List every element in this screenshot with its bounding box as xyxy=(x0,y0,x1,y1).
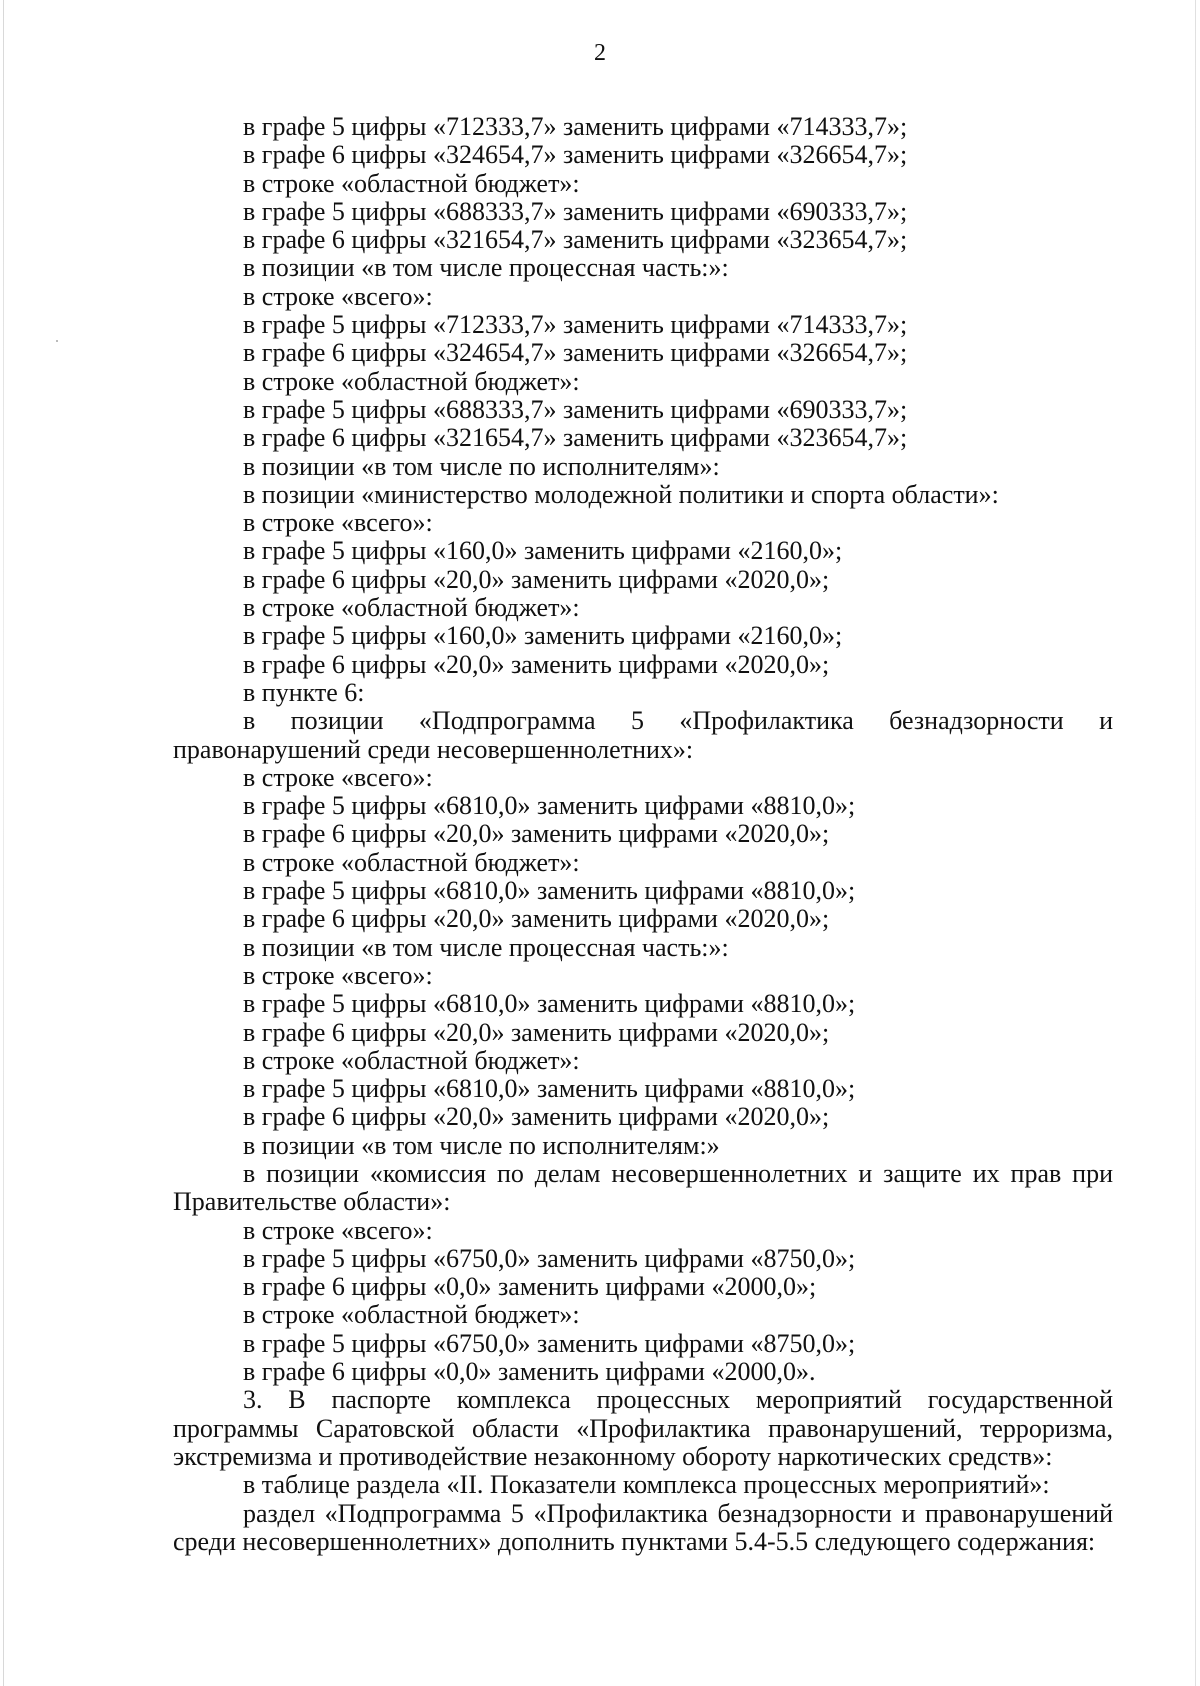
text-line: в строке «всего»: xyxy=(243,960,433,990)
text-line: в графе 6 цифры «20,0» заменить цифрами «2020,0»; xyxy=(243,819,830,849)
scan-edge-left xyxy=(3,0,4,1686)
paragraph: 3. В паспорте комплекса процессных мероприятий государственной программы Саратовской области «Профилактика правонарушений, терроризма, экстремизма и противодействие незаконному обороту наркотических средств»: xyxy=(173,1385,1113,1471)
text-line: в графе 6 цифры «321654,7» заменить цифрами «323654,7»; xyxy=(243,423,908,453)
paragraph: в позиции «комиссия по делам несовершеннолетних и защите их прав при Правительстве области»: xyxy=(173,1158,1113,1217)
text-line: в графе 6 цифры «0,0» заменить цифрами «2000,0». xyxy=(243,1357,816,1387)
text-line: в строке «всего»: xyxy=(243,1215,433,1245)
text-line: в графе 6 цифры «20,0» заменить цифрами «2020,0»; xyxy=(243,1102,830,1132)
text-line: в графе 5 цифры «160,0» заменить цифрами «2160,0»; xyxy=(243,621,843,651)
text-line: в строке «областной бюджет»: xyxy=(243,847,580,877)
text-line: в графе 6 цифры «324654,7» заменить цифрами «326654,7»; xyxy=(243,338,908,368)
text-line: в строке «всего»: xyxy=(243,762,433,792)
text-line: в графе 5 цифры «6810,0» заменить цифрами «8810,0»; xyxy=(243,1074,856,1104)
scan-artifact xyxy=(56,340,58,342)
text-line: в графе 6 цифры «20,0» заменить цифрами «2020,0»; xyxy=(243,649,830,679)
document-body xyxy=(173,113,1113,1556)
text-line: в позиции «в том числе по исполнителям»: xyxy=(243,451,720,481)
text-line: в строке «областной бюджет»: xyxy=(243,1300,580,1330)
scan-edge-right xyxy=(1195,0,1196,1686)
text-line: в позиции «в том числе по исполнителям:» xyxy=(243,1130,720,1160)
text-line: в графе 6 цифры «20,0» заменить цифрами «2020,0»; xyxy=(243,564,830,594)
text-line: в пункте 6: xyxy=(243,677,365,707)
text-line: в позиции «министерство молодежной политики и спорта области»: xyxy=(243,479,999,509)
text-line: в графе 5 цифры «6750,0» заменить цифрами «8750,0»; xyxy=(243,1328,856,1358)
text-line: в графе 5 цифры «6810,0» заменить цифрами «8810,0»; xyxy=(243,791,856,821)
text-line: в строке «всего»: xyxy=(243,508,433,538)
text-line: в графе 6 цифры «321654,7» заменить цифрами «323654,7»; xyxy=(243,225,908,255)
text-line: в строке «всего»: xyxy=(243,281,433,311)
text-line: в графе 5 цифры «688333,7» заменить цифрами «690333,7»; xyxy=(243,394,908,424)
text-line: в строке «областной бюджет»: xyxy=(243,1045,580,1075)
text-line: в графе 5 цифры «6810,0» заменить цифрами «8810,0»; xyxy=(243,989,856,1019)
text-line: в строке «областной бюджет»: xyxy=(243,168,580,198)
text-line: в позиции «в том числе процессная часть:»: xyxy=(243,932,729,962)
page-number: 2 xyxy=(594,40,606,66)
paragraph: раздел «Подпрограмма 5 «Профилактика безнадзорности и правонарушений среди несовершеннолетних» дополнить пунктами 5.4-5.5 следующего содержания: xyxy=(173,1498,1113,1556)
text-line: в строке «областной бюджет»: xyxy=(243,593,580,623)
text-line: в графе 6 цифры «20,0» заменить цифрами «2020,0»; xyxy=(243,1017,830,1047)
text-line: в графе 5 цифры «160,0» заменить цифрами «2160,0»; xyxy=(243,536,843,566)
text-line: в графе 5 цифры «6810,0» заменить цифрами «8810,0»; xyxy=(243,876,856,906)
text-line: в графе 5 цифры «688333,7» заменить цифрами «690333,7»; xyxy=(243,196,908,226)
text-line: в графе 6 цифры «20,0» заменить цифрами «2020,0»; xyxy=(243,904,830,934)
text-line: в позиции «в том числе процессная часть:»: xyxy=(243,253,729,283)
text-line: в графе 6 цифры «0,0» заменить цифрами «2000,0»; xyxy=(243,1272,817,1302)
paragraph: в позиции «Подпрограмма 5 «Профилактика безнадзорности и правонарушений среди несовершеннолетних»: xyxy=(173,706,1113,764)
text-line: в графе 6 цифры «324654,7» заменить цифрами «326654,7»; xyxy=(243,140,908,170)
text-line: в графе 5 цифры «6750,0» заменить цифрами «8750,0»; xyxy=(243,1243,856,1273)
text-line: в таблице раздела «II. Показатели комплекса процессных мероприятий»: xyxy=(243,1470,1050,1500)
text-line: в графе 5 цифры «712333,7» заменить цифрами «714333,7»; xyxy=(243,310,908,340)
text-line: в графе 5 цифры «712333,7» заменить цифрами «714333,7»; xyxy=(243,112,908,141)
text-line: в строке «областной бюджет»: xyxy=(243,366,580,396)
